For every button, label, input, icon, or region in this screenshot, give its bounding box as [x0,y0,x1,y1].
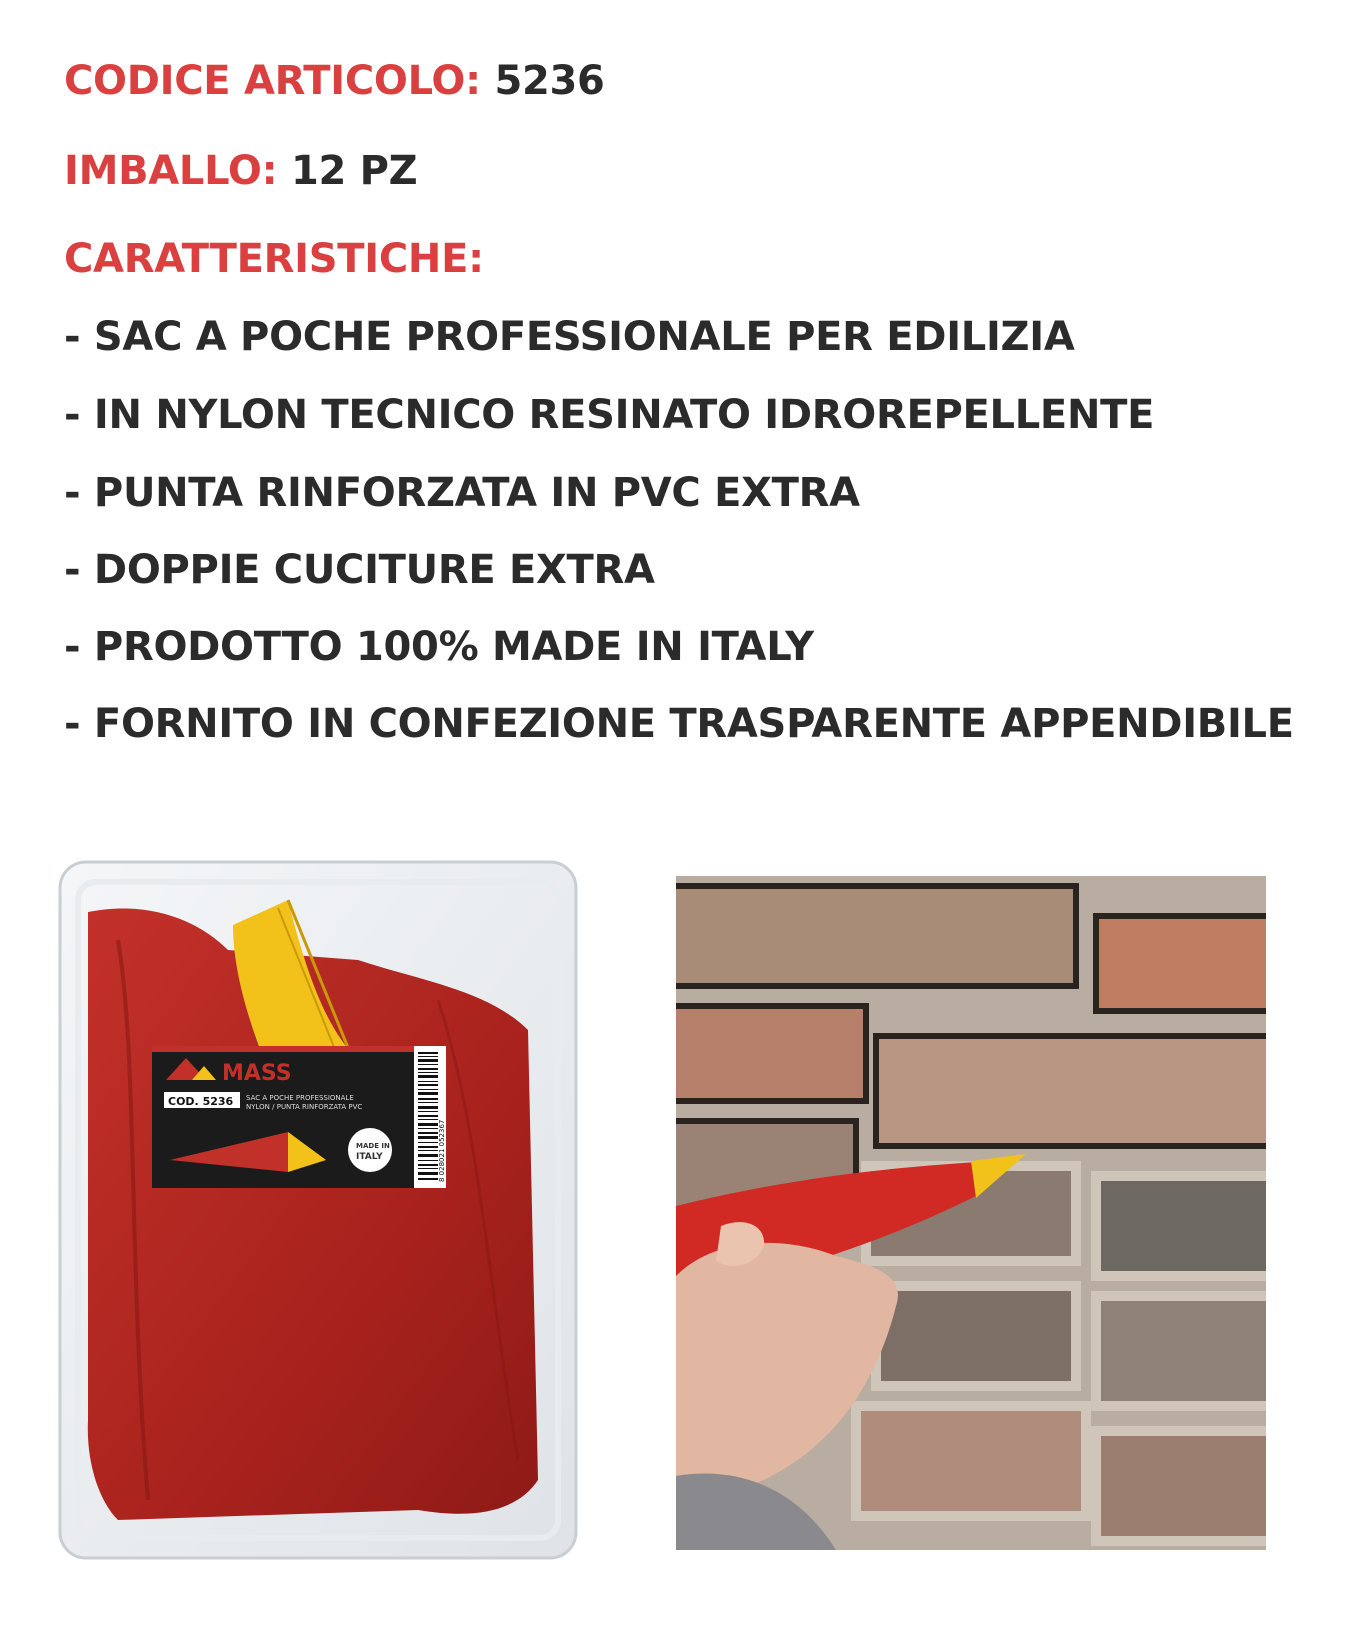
badge-line-1: MADE IN [356,1142,390,1150]
pack-value: 12 PZ [290,148,418,194]
card-desc-2: NYLON / PUNTA RINFORZATA PVC [246,1103,363,1111]
pack-line [64,148,417,194]
card-code: COD. 5236 [168,1095,234,1108]
feature-item: - FORNITO IN CONFEZIONE TRASPARENTE APPENDIBILE [64,701,1294,747]
usage-photo-image [676,876,1266,1550]
feature-item: - IN NYLON TECNICO RESINATO IDROREPELLENTE [64,392,1155,438]
badge-line-2: ITALY [356,1152,383,1162]
feature-item: - PUNTA RINFORZATA IN PVC EXTRA [64,470,860,516]
barcode-number: 8 028021 052367 [438,1119,446,1182]
code-label: CODICE ARTICOLO: [64,58,481,104]
features-heading [64,236,484,282]
feature-item: - DOPPIE CUCITURE EXTRA [64,547,655,593]
feature-item: - PRODOTTO 100% MADE IN ITALY [64,624,814,670]
feature-item: - SAC A POCHE PROFESSIONALE PER EDILIZIA [64,314,1075,360]
card-brand: MASS [222,1061,292,1086]
features-label: CARATTERISTICHE: [64,236,484,282]
product-package-image [58,860,578,1560]
code-line [64,58,605,104]
code-value: 5236 [494,58,605,104]
made-in-italy-badge [348,1128,392,1172]
card-desc-1: SAC A POCHE PROFESSIONALE [246,1094,354,1102]
pack-label: IMBALLO: [64,148,278,194]
